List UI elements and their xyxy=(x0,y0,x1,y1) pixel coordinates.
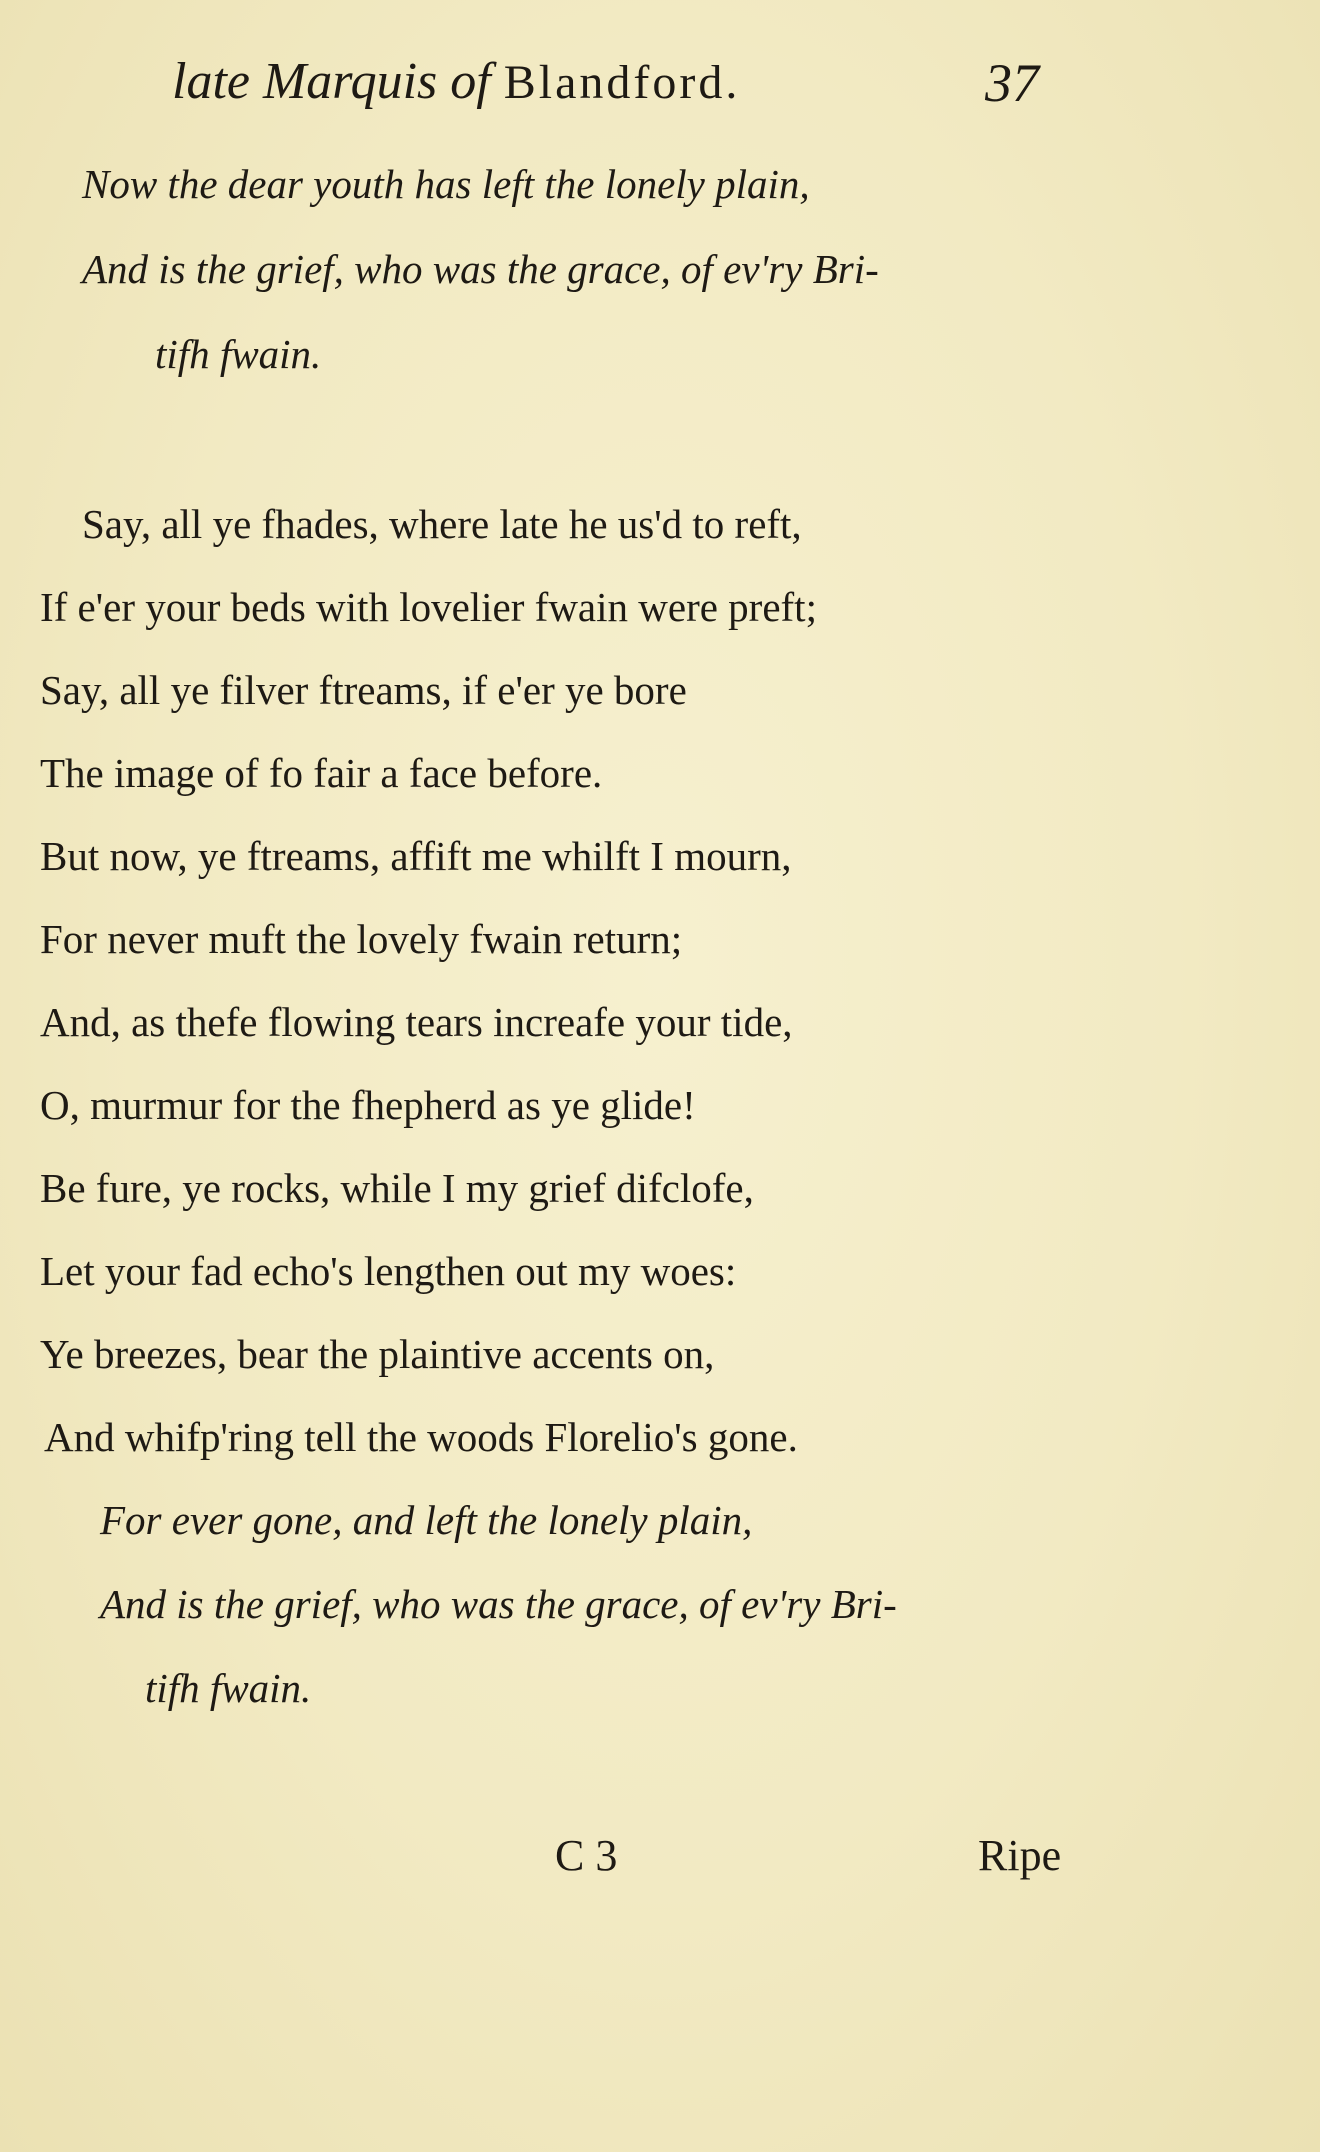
page-header xyxy=(0,52,1320,122)
stanza2-line-4: The image of fo fair a face before. xyxy=(40,750,603,796)
stanza2-line-8: O, murmur for the fhepherd as ye glide! xyxy=(40,1082,696,1128)
stanza1-line-3: tifh fwain. xyxy=(155,331,322,377)
stanza2-line-7: And, as thefe flowing tears increafe your tide, xyxy=(40,999,793,1045)
signature-mark: C 3 xyxy=(555,1831,618,1880)
running-title-caps: Blandford. xyxy=(503,56,741,109)
stanza2-line-10: Let your fad echo's lengthen out my woes: xyxy=(40,1248,737,1294)
catchword: Ripe xyxy=(978,1831,1062,1880)
stanza2-line-6: For never muft the lovely fwain return; xyxy=(40,916,683,962)
stanza2-line-12: And whifp'ring tell the woods Florelio's gone. xyxy=(44,1414,798,1460)
stanza2-line-3: Say, all ye filver ftreams, if e'er ye bore xyxy=(40,667,687,713)
page-number: 37 xyxy=(985,53,1039,113)
refrain-line-2: And is the grief, who was the grace, of ev'ry Bri- xyxy=(100,1581,897,1627)
running-title-italic: late Marquis of xyxy=(172,53,491,110)
refrain-line-3: tifh fwain. xyxy=(145,1665,312,1711)
stanza1-line-2: And is the grief, who was the grace, of ev'ry Bri- xyxy=(82,246,879,292)
running-title xyxy=(172,52,740,111)
stanza2-line-11: Ye breezes, bear the plaintive accents on, xyxy=(40,1331,715,1377)
stanza1-line-1: Now the dear youth has left the lonely plain, xyxy=(82,161,810,207)
stanza2-line-1: Say, all ye fhades, where late he us'd to reft, xyxy=(82,501,802,547)
stanza2-line-5: But now, ye ftreams, affift me whilft I mourn, xyxy=(40,833,792,879)
stanza2-line-9: Be fure, ye rocks, while I my grief difclofe, xyxy=(40,1165,754,1211)
refrain-line-1: For ever gone, and left the lonely plain, xyxy=(100,1497,753,1543)
stanza2-line-2: If e'er your beds with lovelier fwain were preft; xyxy=(40,584,817,630)
